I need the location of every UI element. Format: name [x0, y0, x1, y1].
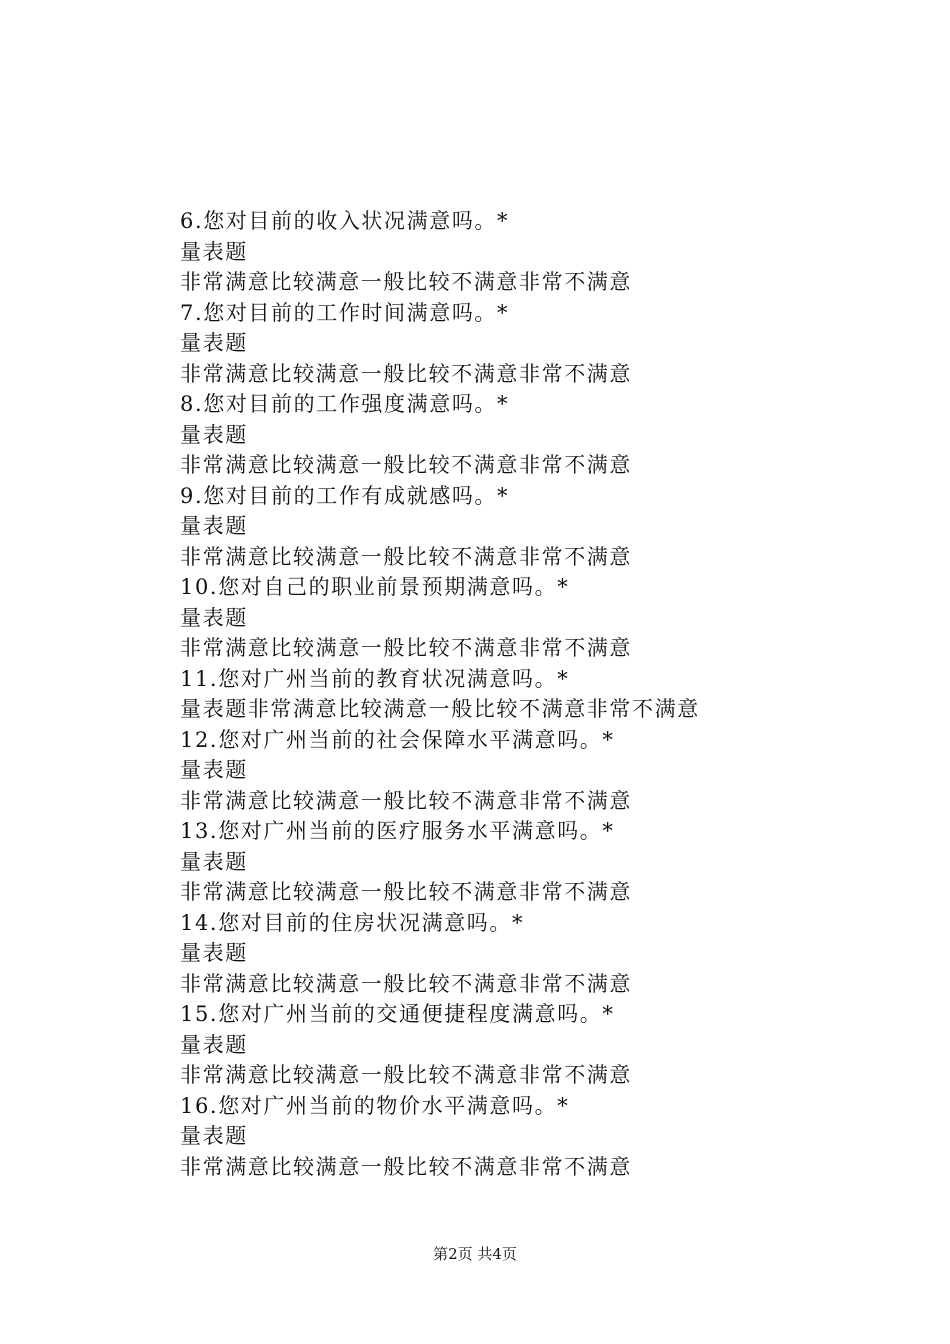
question-type-label: 量表题 — [180, 331, 248, 355]
question-type-label: 量表题 — [180, 849, 248, 874]
question-type-label: 量表题 — [180, 605, 248, 630]
question-title: 9.您对目前的工作有成就感吗。* — [180, 483, 510, 508]
question-options: 非常满意比较满意一般比较不满意非常不满意 — [180, 361, 632, 386]
document-body — [180, 206, 880, 1182]
question-title: 15.您对广州当前的交通便捷程度满意吗。* — [180, 1002, 615, 1026]
question-options: 非常满意比较满意一般比较不满意非常不满意 — [180, 971, 632, 996]
question-options: 非常满意比较满意一般比较不满意非常不满意 — [180, 1063, 632, 1087]
question-type-and-options: 量表题非常满意比较满意一般比较不满意非常不满意 — [180, 697, 700, 721]
question-title: 8.您对目前的工作强度满意吗。* — [180, 392, 510, 416]
question-title: 10.您对自己的职业前景预期满意吗。* — [180, 575, 570, 599]
question-options: 非常满意比较满意一般比较不满意非常不满意 — [180, 544, 632, 569]
question-options: 非常满意比较满意一般比较不满意非常不满意 — [180, 1154, 632, 1179]
page-number-footer: 第2页 共4页 — [433, 1245, 517, 1263]
question-type-label: 量表题 — [180, 758, 248, 782]
question-title: 16.您对广州当前的物价水平满意吗。* — [180, 1093, 570, 1118]
question-type-label: 量表题 — [180, 422, 248, 447]
question-title: 7.您对目前的工作时间满意吗。* — [180, 300, 510, 325]
question-title: 11.您对广州当前的教育状况满意吗。* — [180, 666, 570, 691]
question-title: 14.您对目前的住房状况满意吗。* — [180, 910, 525, 935]
question-type-label: 量表题 — [180, 941, 248, 965]
question-type-label: 量表题 — [180, 1032, 248, 1057]
question-title: 6.您对目前的收入状况满意吗。* — [180, 209, 510, 233]
question-title: 12.您对广州当前的社会保障水平满意吗。* — [180, 727, 615, 752]
question-type-label: 量表题 — [180, 239, 248, 264]
question-title: 13.您对广州当前的医疗服务水平满意吗。* — [180, 819, 615, 843]
question-options: 非常满意比较满意一般比较不满意非常不满意 — [180, 453, 632, 477]
question-options: 非常满意比较满意一般比较不满意非常不满意 — [180, 636, 632, 660]
question-type-label: 量表题 — [180, 1124, 248, 1148]
question-options: 非常满意比较满意一般比较不满意非常不满意 — [180, 270, 632, 294]
question-options: 非常满意比较满意一般比较不满意非常不满意 — [180, 880, 632, 904]
question-options: 非常满意比较满意一般比较不满意非常不满意 — [180, 788, 632, 813]
question-type-label: 量表题 — [180, 514, 248, 538]
